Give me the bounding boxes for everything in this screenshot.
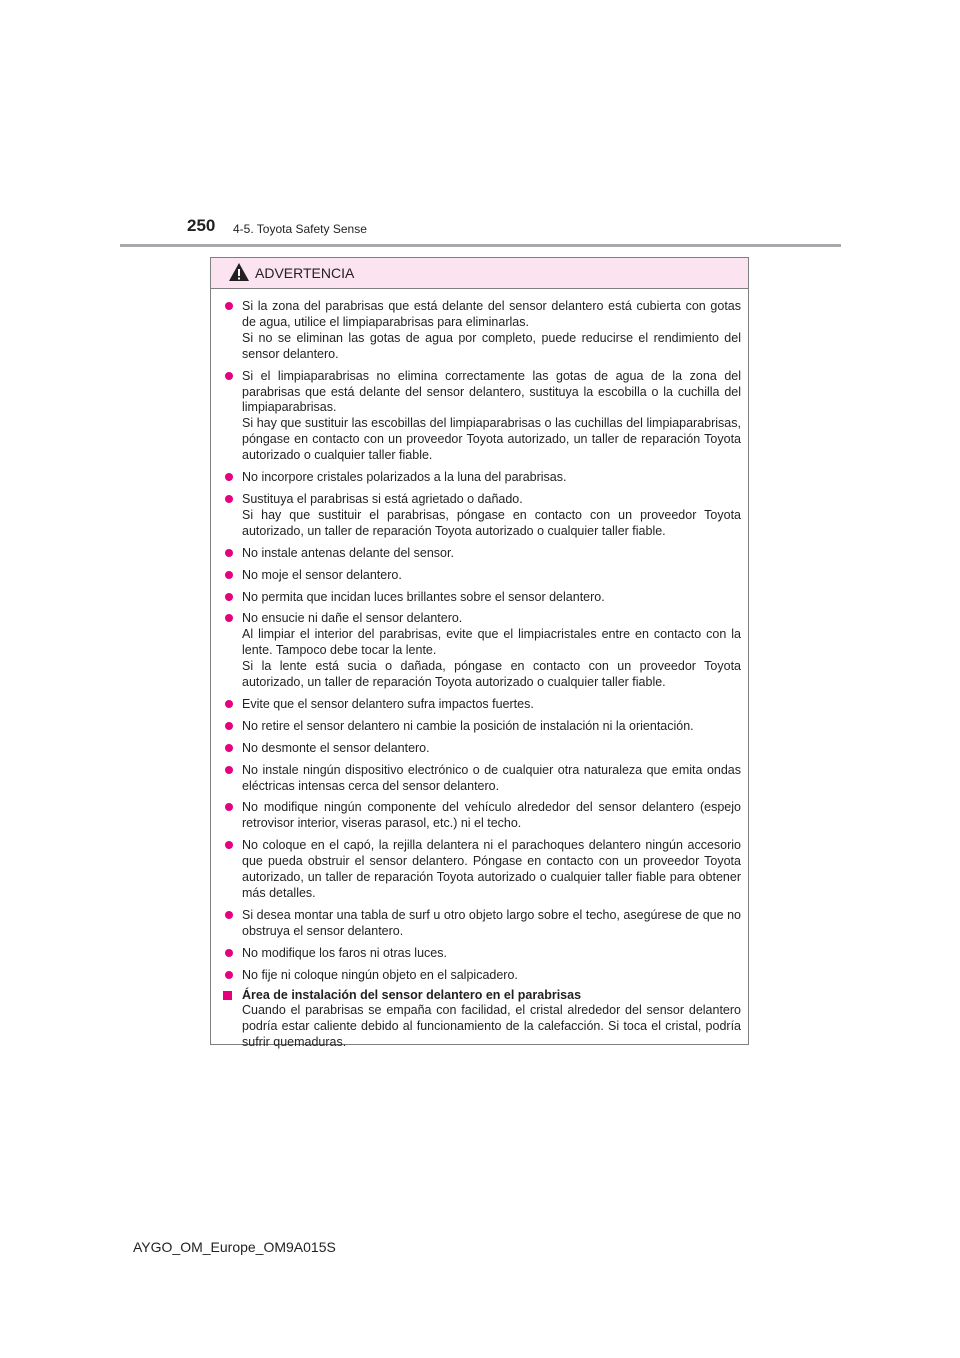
warning-box (210, 257, 749, 1050)
bullet-icon (225, 302, 233, 310)
list-item-text: No instale ningún dispositivo electrónico o de cualquier otra naturaleza que emita ondas eléctricas intensas cerca del sensor delantero. (242, 762, 741, 793)
list-item (242, 908, 741, 940)
document-code: AYGO_OM_Europe_OM9A015S (133, 1239, 336, 1255)
list-item-text: No modifique ningún componente del vehículo alrededor del sensor delantero (espejo retrovisor interior, viseras parasol, etc.) ni el techo. (242, 800, 741, 831)
bullet-icon (225, 841, 233, 849)
list-item (242, 800, 741, 832)
bullet-icon (225, 744, 233, 752)
bullet-icon (225, 571, 233, 579)
list-item (242, 590, 741, 606)
bullet-icon (225, 911, 233, 919)
list-item-text: No ensucie ni dañe el sensor delantero. (242, 611, 463, 626)
subsection-heading: Área de instalación del sensor delantero en el parabrisas (242, 987, 582, 1002)
list-item (242, 369, 741, 464)
list-item (242, 611, 741, 691)
list-item-text: Evite que el sensor delantero sufra impactos fuertes. (242, 696, 534, 711)
bullet-icon (225, 722, 233, 730)
list-item-text: No desmonte el sensor delantero. (242, 740, 430, 755)
list-item-text: No incorpore cristales polarizados a la luna del parabrisas. (242, 470, 567, 485)
list-item (242, 492, 741, 540)
list-item (242, 741, 741, 757)
list-item-text: Si la lente está sucia o dañada, póngase en contacto con un proveedor Toyota autorizado, un taller de reparación Toyota autorizado o cualquier taller fiable. (242, 659, 741, 690)
bullet-icon (225, 614, 233, 622)
list-item-text: No fije ni coloque ningún objeto en el salpicadero. (242, 967, 518, 982)
subsection-body: Cuando el parabrisas se empaña con facilidad, el cristal alrededor del sensor delantero podría estar caliente debido al funcionamiento de la calefacción. Si toca el cristal, podría sufrir quemaduras. (242, 1003, 741, 1050)
list-item-text: Si no se eliminan las gotas de agua por completo, puede reducirse el rendimiento del sensor delantero. (242, 330, 741, 361)
list-item-text: Si hay que sustituir las escobillas del limpiaparabrisas o las cuchillas del limpiaparabrisas, póngase en contacto con un proveedor Toyota autorizado, un taller de reparación Toyota autorizado o cualquier taller fiable. (242, 416, 741, 463)
list-item-text: No modifique los faros ni otras luces. (242, 945, 447, 960)
header-rule (120, 244, 841, 247)
subsection (211, 988, 748, 1052)
list-item-text: No instale antenas delante del sensor. (242, 545, 454, 560)
bullet-icon (225, 700, 233, 708)
bullet-icon (225, 803, 233, 811)
warning-triangle-icon (228, 262, 250, 282)
list-item-text: No moje el sensor delantero. (242, 567, 402, 582)
warning-list (211, 289, 748, 984)
list-item (242, 568, 741, 584)
section-title: 4-5. Toyota Safety Sense (233, 222, 367, 236)
list-item-text: Sustituya el parabrisas si está agrietado o dañado. (242, 491, 523, 506)
list-item (242, 968, 741, 984)
bullet-icon (225, 971, 233, 979)
list-item-text: Al limpiar el interior del parabrisas, evite que el limpiacristales entre en contacto con la lente. Tampoco debe tocar la lente. (242, 627, 741, 658)
list-item-text: Si el limpiaparabrisas no elimina correctamente las gotas de agua de la zona del parabrisas que está delante del sensor delantero, sustituya la escobilla o la cuchilla del limpiaparabrisas. (242, 368, 741, 415)
bullet-icon (225, 473, 233, 481)
list-item (242, 838, 741, 902)
list-item-text: Si hay que sustituir el parabrisas, póngase en contacto con un proveedor Toyota autorizado, un taller de reparación Toyota autorizado o cualquier taller fiable. (242, 507, 741, 538)
bullet-icon (225, 593, 233, 601)
list-item-text: No retire el sensor delantero ni cambie la posición de instalación ni la orientación. (242, 718, 694, 733)
page-number: 250 (187, 216, 216, 235)
list-item-text: No coloque en el capó, la rejilla delantera ni el parachoques delantero ningún accesorio que pueda obstruir el sensor delantero. Póngase en contacto con un proveedor Toyota autorizado, un taller de reparación Toyota autorizado o cualquier taller fiable para obtener más detalles. (242, 838, 741, 900)
list-item-text: No permita que incidan luces brillantes sobre el sensor delantero. (242, 589, 605, 604)
bullet-icon (225, 766, 233, 774)
list-item (242, 763, 741, 795)
list-item (242, 470, 741, 486)
warning-title: ADVERTENCIA (255, 265, 355, 281)
bullet-icon (225, 495, 233, 503)
bullet-icon (225, 372, 233, 380)
list-item (242, 697, 741, 713)
list-item (242, 719, 741, 735)
bullet-icon (225, 949, 233, 957)
warning-header (211, 258, 748, 289)
list-item (242, 546, 741, 562)
bullet-icon (225, 549, 233, 557)
list-item-text: Si la zona del parabrisas que está delante del sensor delantero está cubierta con gotas de agua, utilice el limpiaparabrisas para eliminarlas. (242, 299, 741, 329)
list-item (242, 299, 741, 363)
list-item (242, 946, 741, 962)
list-item-text: Si desea montar una tabla de surf u otro objeto largo sobre el techo, asegúrese de que no obstruya el sensor delantero. (242, 907, 741, 938)
square-bullet-icon (223, 991, 232, 1000)
